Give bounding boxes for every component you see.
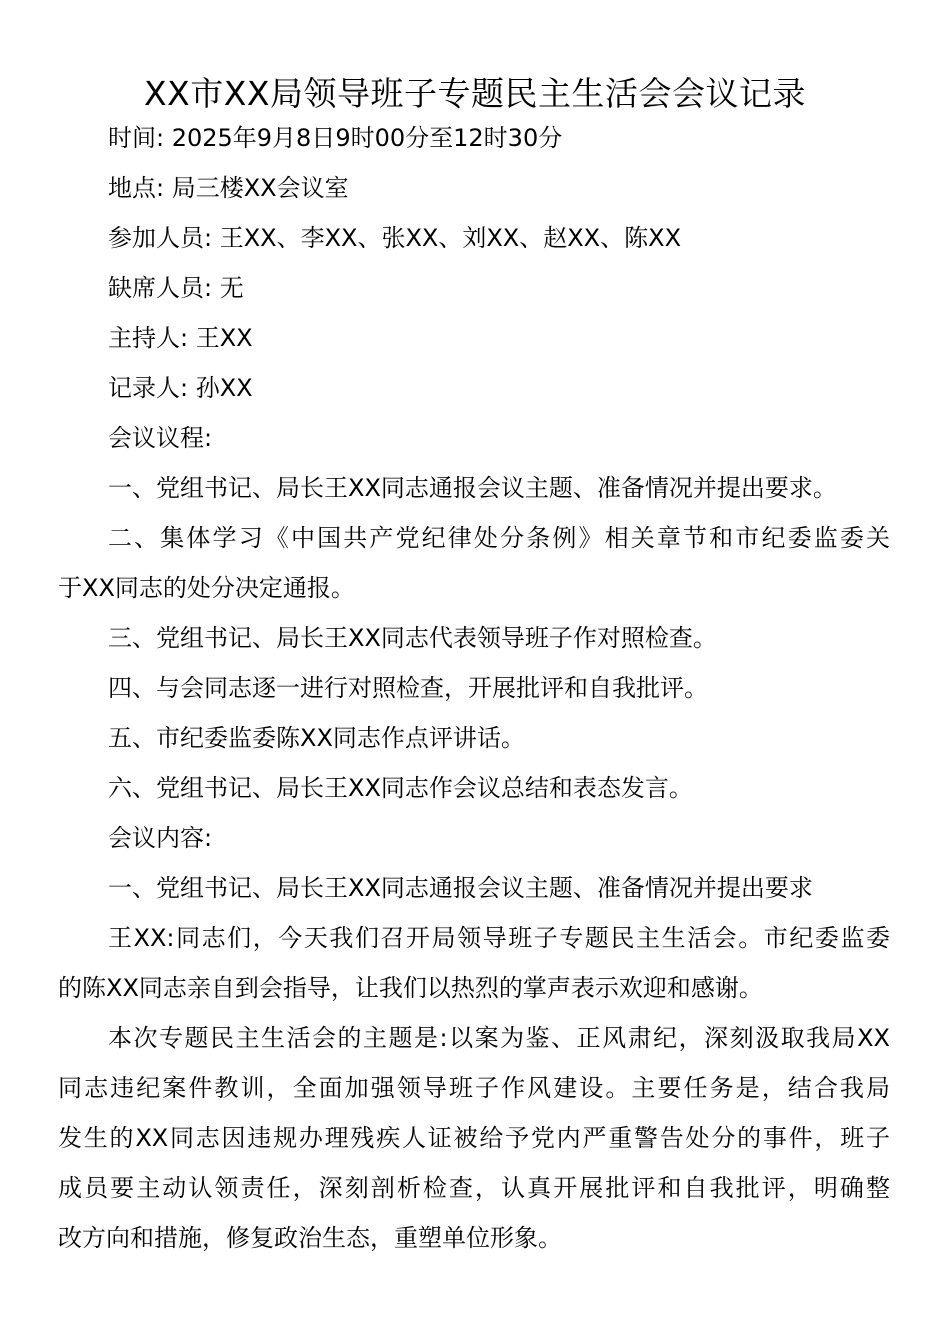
agenda-item: 四、与会同志逐一进行对照检查，开展批评和自我批评。 (108, 674, 708, 702)
agenda-item: 一、党组书记、局长王XX同志通报会议主题、准备情况并提出要求。 (108, 474, 837, 502)
meeting-attendees: 参加人员: 王XX、李XX、张XX、刘XX、赵XX、陈XX (108, 224, 682, 252)
agenda-item: 二、集体学习《中国共产党纪律处分条例》相关章节和市纪委监委关 (108, 524, 890, 552)
meeting-absent: 缺席人员: 无 (108, 274, 244, 302)
meeting-time: 时间: 2025年9月8日9时00分至12时30分 (108, 124, 563, 152)
agenda-item: 三、党组书记、局长王XX同志代表领导班子作对照检查。 (108, 624, 717, 652)
agenda-item-continued: 于XX同志的处分决定通报。 (58, 574, 355, 602)
agenda-item: 五、市纪委监委陈XX同志作点评讲话。 (108, 724, 525, 752)
paragraph-line: 本次专题民主生活会的主题是:以案为鉴、正风肃纪，深刻汲取我局XX (108, 1024, 890, 1052)
meeting-host: 主持人: 王XX (108, 324, 253, 352)
paragraph-line: 王XX:同志们，今天我们召开局领导班子专题民主生活会。市纪委监委 (108, 924, 890, 952)
content-section-heading: 一、党组书记、局长王XX同志通报会议主题、准备情况并提出要求 (108, 874, 813, 902)
paragraph-line: 发生的XX同志因违规办理残疾人证被给予党内严重警告处分的事件，班子 (58, 1124, 890, 1152)
agenda-item: 六、党组书记、局长王XX同志作会议总结和表态发言。 (108, 774, 693, 802)
paragraph-line: 的陈XX同志亲自到会指导，让我们以热烈的掌声表示欢迎和感谢。 (58, 974, 763, 1002)
meeting-place: 地点: 局三楼XX会议室 (108, 174, 349, 202)
paragraph-line: 改方向和措施，修复政治生态，重塑单位形象。 (58, 1224, 562, 1252)
paragraph-line: 同志违纪案件教训，全面加强领导班子作风建设。主要任务是，结合我局 (58, 1074, 890, 1102)
content-heading: 会议内容: (108, 824, 213, 852)
document-title: XX市XX局领导班子专题民主生活会会议记录 (144, 74, 806, 113)
meeting-recorder: 记录人: 孙XX (108, 374, 253, 402)
agenda-heading: 会议议程: (108, 424, 213, 452)
paragraph-line: 成员要主动认领责任，深刻剖析检查，认真开展批评和自我批评，明确整 (58, 1174, 890, 1202)
